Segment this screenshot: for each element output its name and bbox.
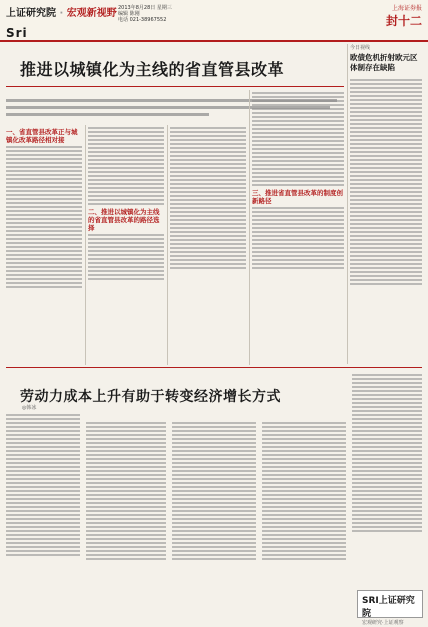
brand [6,4,117,19]
issue-editor: 编辑 陈刚 [118,11,140,17]
article2-column-2 [86,420,166,620]
sidebar [350,44,422,360]
column-divider [249,90,250,365]
article2-column-3 [172,420,256,620]
article2-column-1 [6,412,80,622]
article2-column-4 [262,420,346,620]
paper-name: 上海证券报 [391,5,422,12]
footer-logo [357,590,423,626]
section-name: 宏观新视野 [66,8,117,19]
footer-logo-title: SRI上证研究院 [362,596,415,619]
article-column-4 [252,90,344,362]
issue-phone: 电话 021-38967552 [118,17,167,23]
issue-date: 2013年8月28日 星期三 [118,5,172,11]
article2-column-5 [352,372,422,586]
sidebar-title: 欧债危机折射欧元区体制存在缺陷 [350,53,418,72]
page-marker [386,3,422,29]
section-heading-1: 一、省直管县改革正与城镇化改革路径相对接 [6,128,78,144]
article-column-3 [170,125,246,363]
article-column-1 [6,125,82,363]
headline-rule [6,86,344,87]
brand-separator: · [59,8,64,19]
second-headline: 劳动力成本上升有助于转变经济增长方式 [20,389,281,405]
issue-info [118,5,172,23]
second-byline: ◎韩冰 [22,405,37,411]
article-column-2 [88,125,164,363]
sidebar-tag: 今日视线 [350,45,371,51]
footer-logo-subtitle: 宏观研究·上证观察 [362,620,404,626]
column-divider [167,125,168,365]
column-tag: Sri [6,26,28,40]
section-rule [6,367,422,368]
column-divider [347,44,348,364]
masthead [0,0,428,42]
page-number: 封十二 [385,14,422,28]
column-divider [85,125,86,365]
brand-name: 上证研究院 [6,8,56,19]
section-heading-3: 三、推进省直管县改革的制度创新路径 [252,189,343,205]
section-heading-2: 二、推进以城镇化为主线的省直管县改革的路径选择 [88,208,160,232]
main-headline: 推进以城镇化为主线的省直管县改革 [20,60,285,79]
